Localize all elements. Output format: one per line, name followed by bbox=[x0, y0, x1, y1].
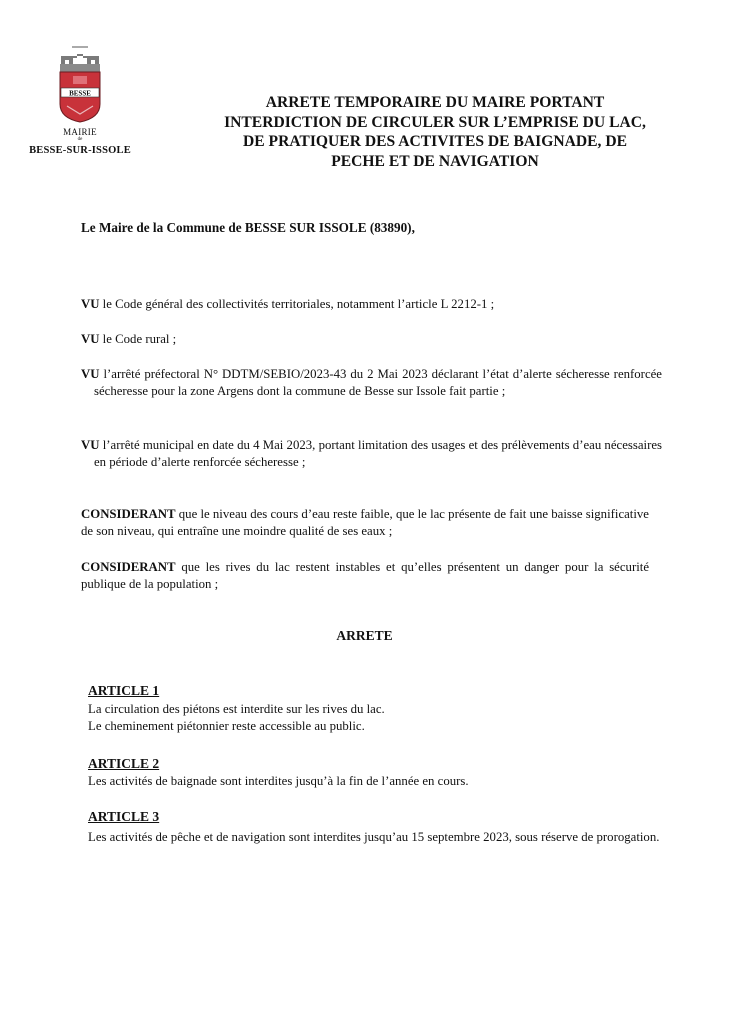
article-line: La circulation des piétons est interdite sur les rives du lac. bbox=[88, 702, 385, 716]
considerant-keyword: CONSIDERANT bbox=[81, 560, 176, 574]
title-line: PECHE ET DE NAVIGATION bbox=[331, 152, 539, 170]
visa-keyword: VU bbox=[81, 297, 100, 311]
title-line: DE PRATIQUER DES ACTIVITES DE BAIGNADE, DE bbox=[242, 133, 627, 150]
article-2-body bbox=[88, 773, 650, 790]
visa-paragraph bbox=[81, 366, 662, 400]
visa-keyword: VU bbox=[81, 332, 100, 346]
considerant-paragraph bbox=[81, 506, 649, 540]
title-line: ARRETE TEMPORAIRE DU MAIRE PORTANT bbox=[265, 94, 605, 111]
article-line: Les activités de baignade sont interdites jusqu’à la fin de l’année en cours. bbox=[88, 774, 469, 788]
considerant-keyword: CONSIDERANT bbox=[81, 507, 176, 521]
arrete-heading: ARRETE bbox=[336, 628, 393, 643]
crest-caption-de: de bbox=[77, 137, 83, 142]
considerant-text: que les rives du lac restent instables et qu’elles présentent un danger pour la sécurité publique de la population ; bbox=[81, 560, 649, 591]
article-line: Le cheminement piétonnier reste accessible au public. bbox=[88, 719, 365, 733]
visa-keyword: VU bbox=[81, 438, 100, 452]
visa-text: l’arrêté préfectoral N° DDTM/SEBIO/2023-43 du 2 Mai 2023 déclarant l’état d’alerte sécheresse renforcée sécheresse pour la zone Argens dont la commune de Besse sur Issole fait partie ; bbox=[94, 367, 662, 398]
title-line: INTERDICTION DE CIRCULER SUR L’EMPRISE DU LAC, bbox=[224, 113, 646, 131]
visa-paragraph bbox=[81, 437, 662, 471]
crest-caption-mairie: MAIRIE bbox=[63, 127, 97, 137]
visa-text: le Code général des collectivités territoriales, notamment l’article L 2212-1 ; bbox=[99, 297, 495, 311]
document-title bbox=[150, 93, 720, 171]
visa-text: l’arrêté municipal en date du 4 Mai 2023, portant limitation des usages et des prélèvements d’eau nécessaires en période d’alerte renforcée sécheresse ; bbox=[94, 438, 662, 469]
visa-paragraph bbox=[81, 296, 649, 313]
considerant-paragraph bbox=[81, 559, 649, 593]
visa-paragraph bbox=[81, 331, 649, 348]
article-2-heading: ARTICLE 2 bbox=[88, 756, 160, 771]
visa-text: le Code rural ; bbox=[99, 332, 177, 346]
considerant-text: que le niveau des cours d’eau reste faible, que le lac présente de fait une baisse significative de son niveau, qui entraîne une moindre qualité de ses eaux ; bbox=[81, 507, 649, 538]
mayor-intro: Le Maire de la Commune de BESSE SUR ISSOLE (83890), bbox=[81, 220, 415, 235]
article-3-body: Les activités de pêche et de navigation sont interdites jusqu’au 15 septembre 2023, sous réserve de prorogation. bbox=[88, 830, 660, 844]
svg-text:BESSE: BESSE bbox=[69, 89, 91, 98]
article-1-heading: ARTICLE 1 bbox=[88, 683, 160, 698]
article-1-body bbox=[88, 701, 650, 735]
visa-keyword: VU bbox=[81, 367, 100, 381]
besse-coat-of-arms-icon bbox=[55, 44, 105, 124]
article-3-heading: ARTICLE 3 bbox=[88, 809, 160, 824]
commune-name: BESSE-SUR-ISSOLE bbox=[29, 145, 131, 156]
